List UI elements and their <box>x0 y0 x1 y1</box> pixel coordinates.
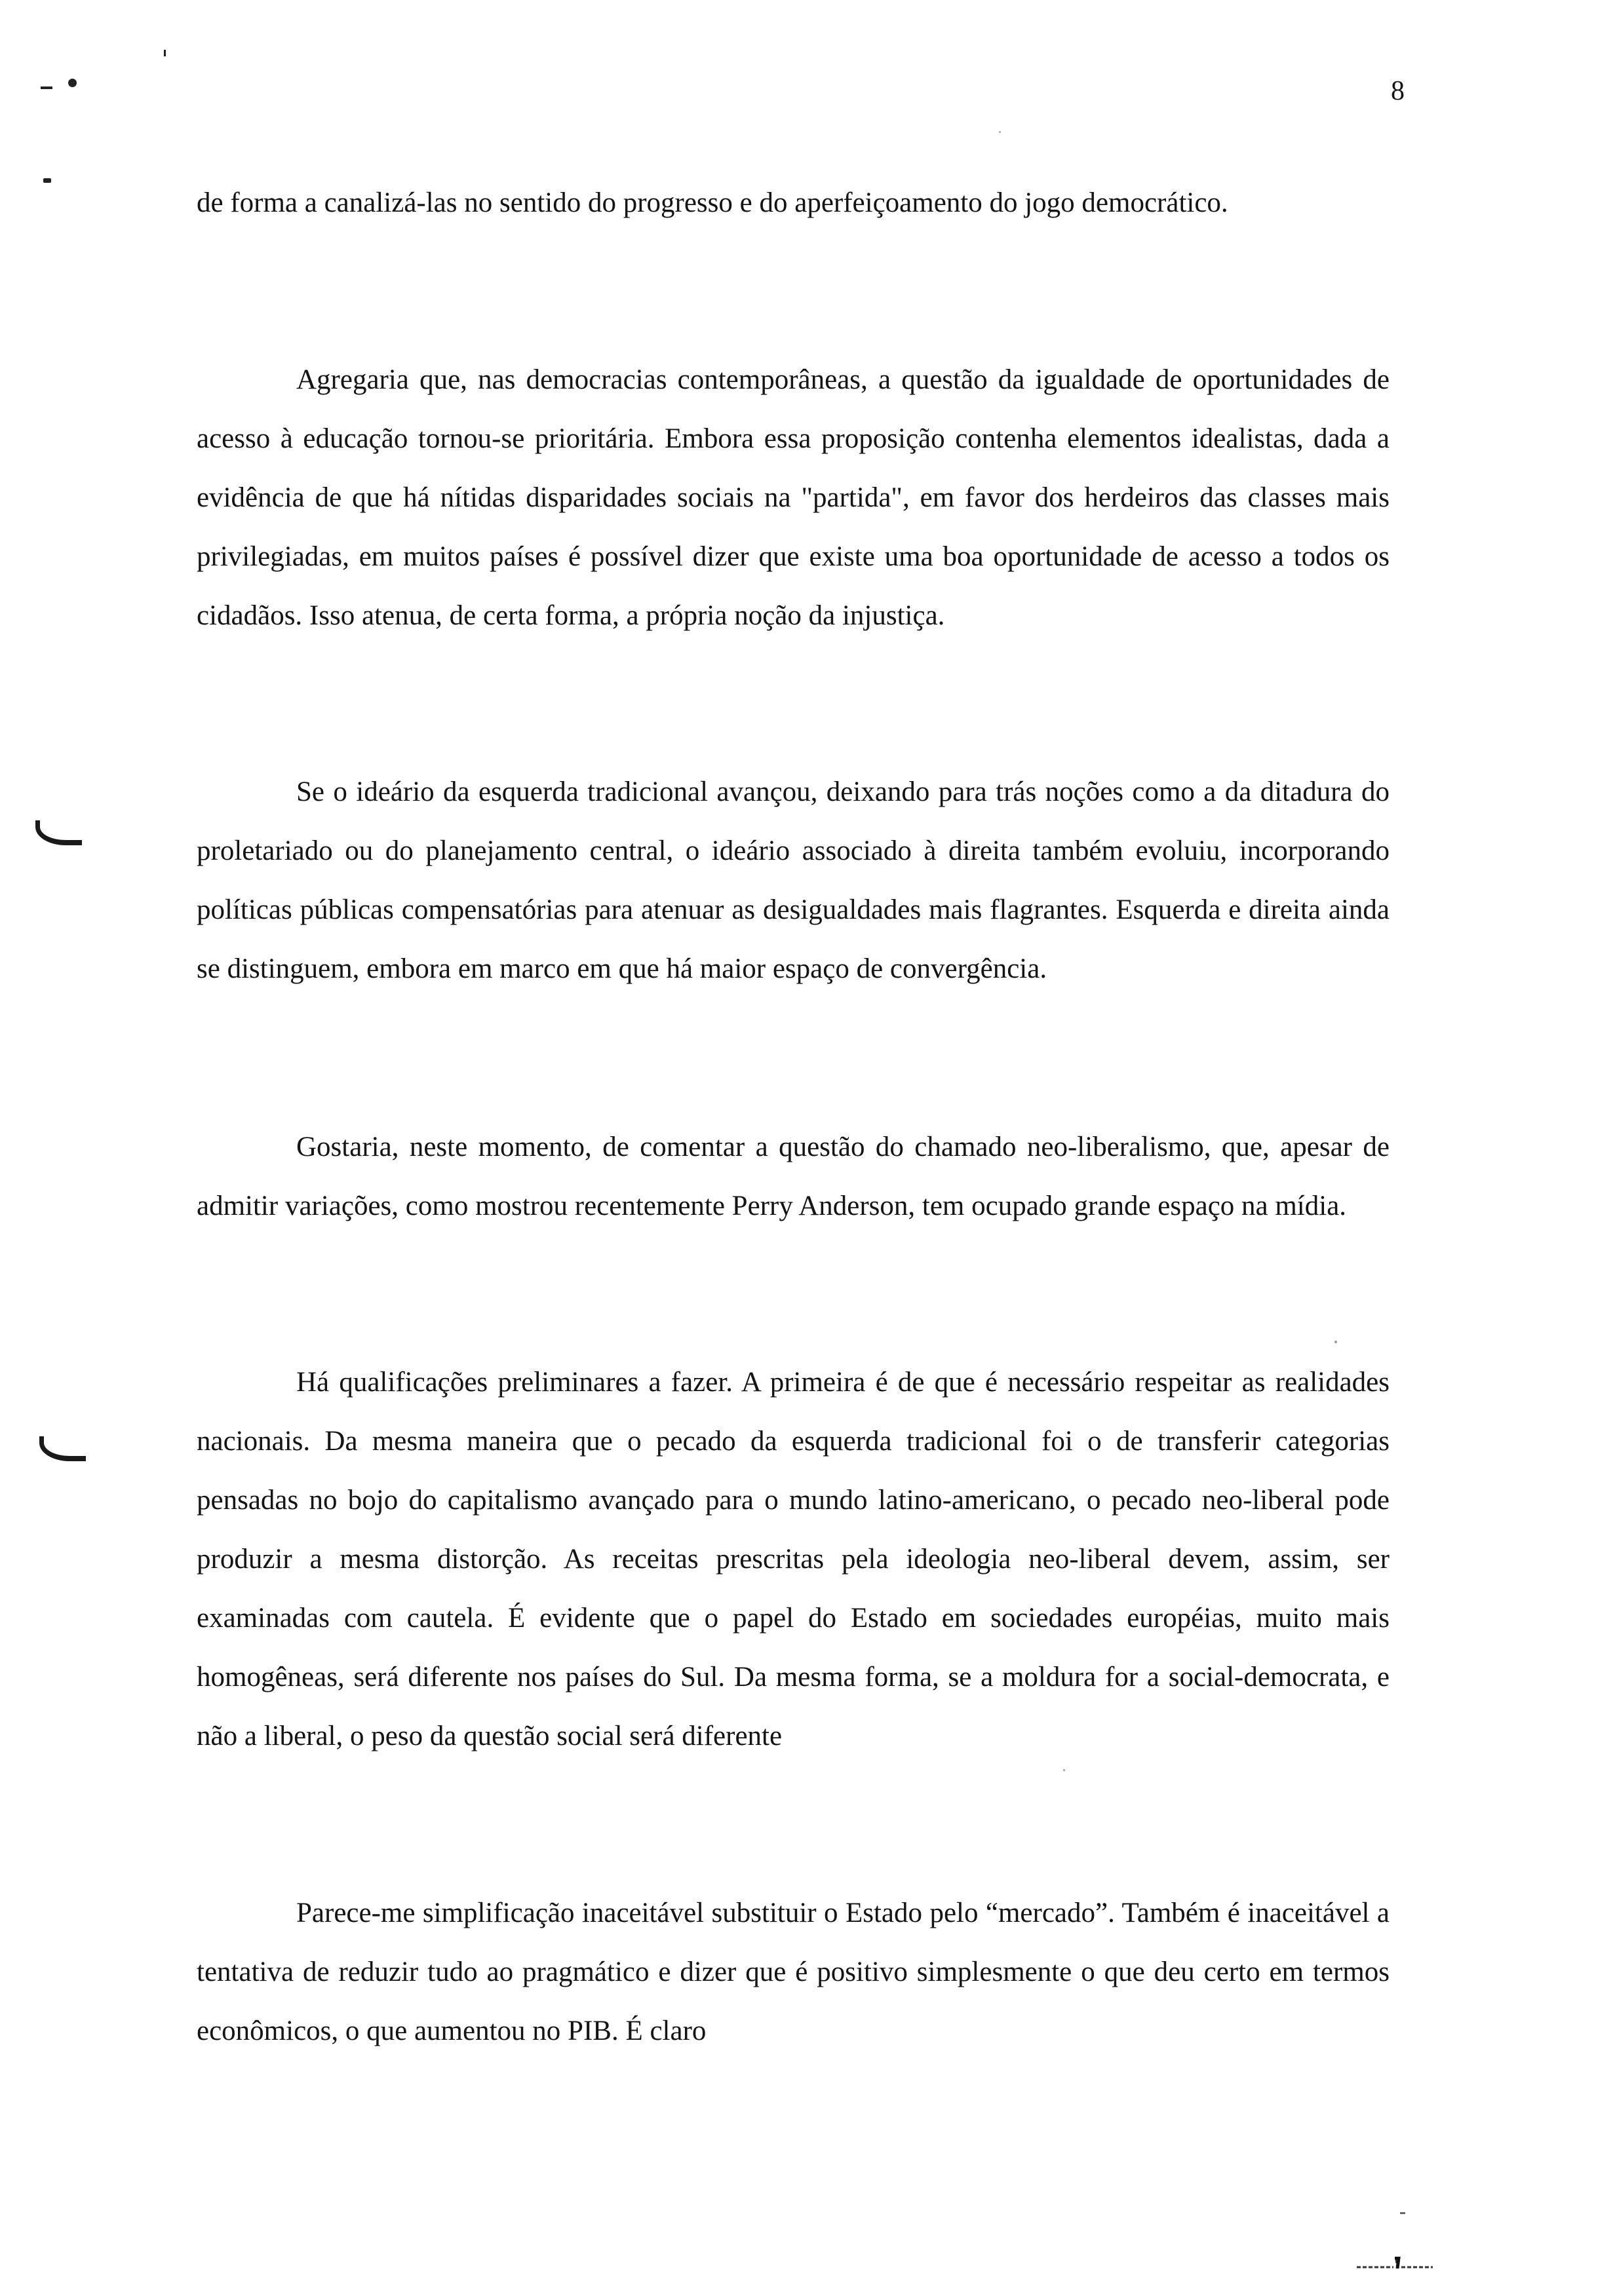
paragraph-6: Parece-me simplificação inaceitável substituir o Estado pelo “mercado”. Também é inaceitável a tentativa de reduzir tudo ao pragmático e dizer que é positivo simplesmente o que deu certo em termos econômicos, o que aumentou no PIB. É claro <box>197 1898 1390 2046</box>
scan-tick-mark <box>164 50 166 56</box>
scan-dash-mark-2 <box>43 178 51 183</box>
scan-speck-3 <box>1063 1769 1065 1771</box>
scan-speck-2 <box>1334 1341 1337 1343</box>
paragraph-5: Há qualificações preliminares a fazer. A primeira é de que é necessário respeitar as realidades nacionais. Da mesma maneira que o pecado da esquerda tradicional foi o de transferir categorias pensadas no bojo do capitalismo avançado para o mundo latino-americano, o pecado neo-liberal pode produzir a mesma distorção. As receitas prescritas pela ideologia neo-liberal devem, assim, ser examinadas com cautela. É evidente que o papel do Estado em sociedades européias, muito mais homogêneas, será diferente nos países do Sul. Da mesma forma, se a moldura for a social-democrata, e não a liberal, o peso da questão social será diferente <box>197 1367 1390 1751</box>
paragraph-4: Gostaria, neste momento, de comentar a questão do chamado neo-liberalismo, que, apesar de admitir variações, como mostrou recentemente Perry Anderson, tem ocupado grande espaço na mídia. <box>197 1132 1390 1221</box>
margin-hook-mark-2 <box>39 1436 86 1461</box>
paragraph-3: Se o ideário da esquerda tradicional avançou, deixando para trás noções como a da ditadura do proletariado ou do planejamento central, o ideário associado à direita também evoluiu, incorporando políticas públicas compensatórias para atenuar as desigualdades mais flagrantes. Esquerda e direita ainda se distinguem, embora em marco em que há maior espaço de convergência. <box>197 776 1390 984</box>
scan-scribble-mark <box>1355 2257 1434 2270</box>
paragraph-1: de forma a canalizá-las no sentido do progresso e do aperfeiçoamento do jogo democrático. <box>197 187 1228 218</box>
scan-speck <box>999 131 1001 133</box>
paragraph-2: Agregaria que, nas democracias contemporâneas, a questão da igualdade de oportunidades de acesso à educação tornou-se prioritária. Embora essa proposição contenha elementos idealistas, dada a evidência de que há nítidas disparidades sociais na "partida", em favor dos herdeiros das classes mais privilegiadas, em muitos países é possível dizer que existe uma boa oportunidade de acesso a todos os cidadãos. Isso atenua, de certa forma, a própria noção da injustiça. <box>197 364 1390 631</box>
scan-dash-mark-3 <box>1400 2212 1405 2214</box>
scan-dash-mark <box>41 86 52 89</box>
scan-dot-mark <box>68 79 77 87</box>
margin-hook-mark-1 <box>35 820 82 845</box>
page-number: 8 <box>1391 76 1405 106</box>
